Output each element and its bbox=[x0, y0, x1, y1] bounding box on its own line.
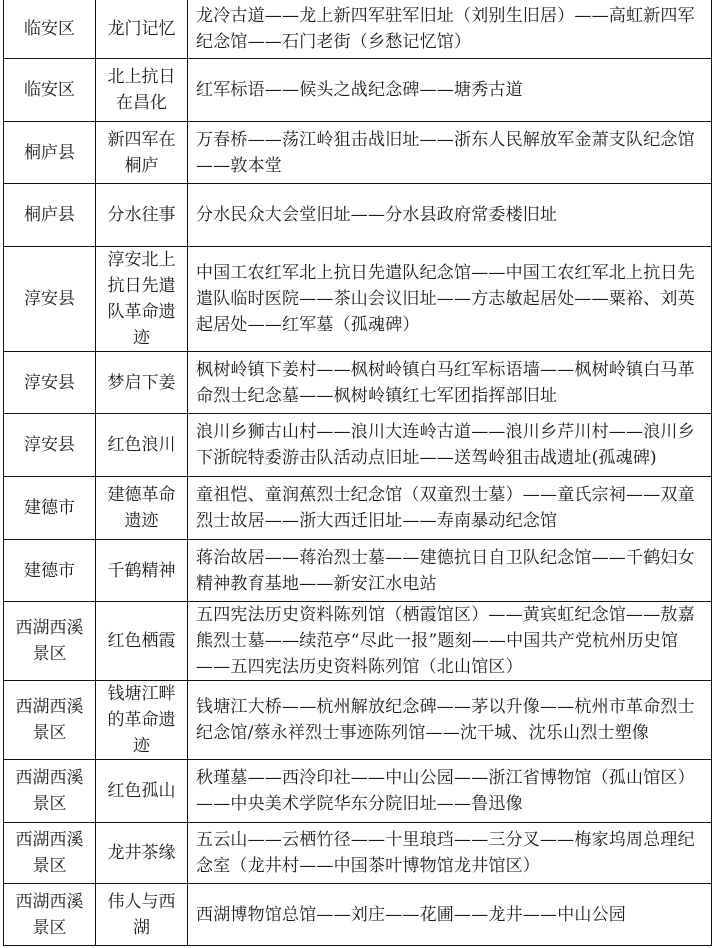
theme-cell: 红色栖霞 bbox=[96, 602, 188, 681]
theme-cell: 千鹤精神 bbox=[96, 540, 188, 602]
red-tourism-routes-table bbox=[3, 0, 712, 946]
table-row bbox=[4, 760, 712, 823]
route-cell: 五四宪法历史资料陈列馆（栖霞馆区）——黄宾虹纪念馆——敖嘉熊烈士墓——续范亭“尽此一报”题刻——中国共产党杭州历史馆——五四宪法历史资料陈列馆（北山馆区） bbox=[188, 602, 712, 681]
theme-cell: 龙井茶缘 bbox=[96, 823, 188, 884]
route-cell: 秋瑾墓——西泠印社——中山公园——浙江省博物馆（孤山馆区）——中央美术学院华东分院旧址——鲁迅像 bbox=[188, 760, 712, 823]
theme-cell: 建德革命遗迹 bbox=[96, 477, 188, 540]
theme-cell: 北上抗日在昌化 bbox=[96, 59, 188, 122]
route-cell: 五云山——云栖竹径——十里琅珰——三分叉——梅家坞周总理纪念室（龙井村——中国茶叶博物馆龙井馆区） bbox=[188, 823, 712, 884]
theme-cell: 红色孤山 bbox=[96, 760, 188, 823]
district-cell: 西湖西溪景区 bbox=[4, 602, 96, 681]
route-cell: 万春桥——荡江岭狙击战旧址——浙东人民解放军金萧支队纪念馆——敦本堂 bbox=[188, 122, 712, 184]
table-row bbox=[4, 540, 712, 602]
table-row bbox=[4, 602, 712, 681]
theme-cell: 新四军在桐庐 bbox=[96, 122, 188, 184]
route-cell: 西湖博物馆总馆——刘庄——花圃——龙井——中山公园 bbox=[188, 884, 712, 946]
table-row bbox=[4, 122, 712, 184]
route-cell: 中国工农红军北上抗日先遣队纪念馆——中国工农红军北上抗日先遣队临时医院——茶山会议旧址——方志敏起居处——粟裕、刘英起居处——红军墓（孤魂碑） bbox=[188, 247, 712, 352]
district-cell: 临安区 bbox=[4, 0, 96, 59]
theme-cell: 淳安北上抗日先遣队革命遗迹 bbox=[96, 247, 188, 352]
table-row bbox=[4, 247, 712, 352]
table-row bbox=[4, 59, 712, 122]
table-row bbox=[4, 0, 712, 59]
route-cell: 分水民众大会堂旧址——分水县政府常委楼旧址 bbox=[188, 184, 712, 247]
route-cell: 钱塘江大桥——杭州解放纪念碑——茅以升像——杭州市革命烈士纪念馆/蔡永祥烈士事迹陈列馆——沈干城、沈乐山烈士塑像 bbox=[188, 681, 712, 760]
table-row bbox=[4, 184, 712, 247]
table-row bbox=[4, 884, 712, 946]
theme-cell: 分水往事 bbox=[96, 184, 188, 247]
theme-cell: 钱塘江畔的革命遗迹 bbox=[96, 681, 188, 760]
district-cell: 淳安县 bbox=[4, 414, 96, 477]
district-cell: 淳安县 bbox=[4, 352, 96, 414]
district-cell: 西湖西溪景区 bbox=[4, 760, 96, 823]
district-cell: 西湖西溪景区 bbox=[4, 884, 96, 946]
district-cell: 建德市 bbox=[4, 540, 96, 602]
table-row bbox=[4, 823, 712, 884]
table-row bbox=[4, 681, 712, 760]
district-cell: 建德市 bbox=[4, 477, 96, 540]
theme-cell: 梦启下姜 bbox=[96, 352, 188, 414]
district-cell: 桐庐县 bbox=[4, 184, 96, 247]
route-cell: 红军标语——候头之战纪念碑——塘秀古道 bbox=[188, 59, 712, 122]
district-cell: 临安区 bbox=[4, 59, 96, 122]
table-row bbox=[4, 414, 712, 477]
table-row bbox=[4, 352, 712, 414]
route-cell: 蒋治故居——蒋治烈士墓——建德抗日自卫队纪念馆——千鹤妇女精神教育基地——新安江水电站 bbox=[188, 540, 712, 602]
route-cell: 龙冷古道——龙上新四军驻军旧址（刘别生旧居）——高虹新四军纪念馆——石门老街（乡愁记忆馆） bbox=[188, 0, 712, 59]
route-cell: 童祖恺、童润蕉烈士纪念馆（双童烈士墓）——童氏宗祠——双童烈士故居——浙大西迁旧址——寿南暴动纪念馆 bbox=[188, 477, 712, 540]
district-cell: 西湖西溪景区 bbox=[4, 681, 96, 760]
route-cell: 浪川乡狮古山村——浪川大连岭古道——浪川乡芹川村——浪川乡下浙皖特委游击队活动点旧址——送驾岭狙击战遗址(孤魂碑) bbox=[188, 414, 712, 477]
table-row bbox=[4, 477, 712, 540]
district-cell: 淳安县 bbox=[4, 247, 96, 352]
theme-cell: 龙门记忆 bbox=[96, 0, 188, 59]
route-cell: 枫树岭镇下姜村——枫树岭镇白马红军标语墙——枫树岭镇白马革命烈士纪念墓——枫树岭镇红七军团指挥部旧址 bbox=[188, 352, 712, 414]
table-body bbox=[4, 0, 712, 946]
theme-cell: 红色浪川 bbox=[96, 414, 188, 477]
district-cell: 桐庐县 bbox=[4, 122, 96, 184]
theme-cell: 伟人与西湖 bbox=[96, 884, 188, 946]
district-cell: 西湖西溪景区 bbox=[4, 823, 96, 884]
